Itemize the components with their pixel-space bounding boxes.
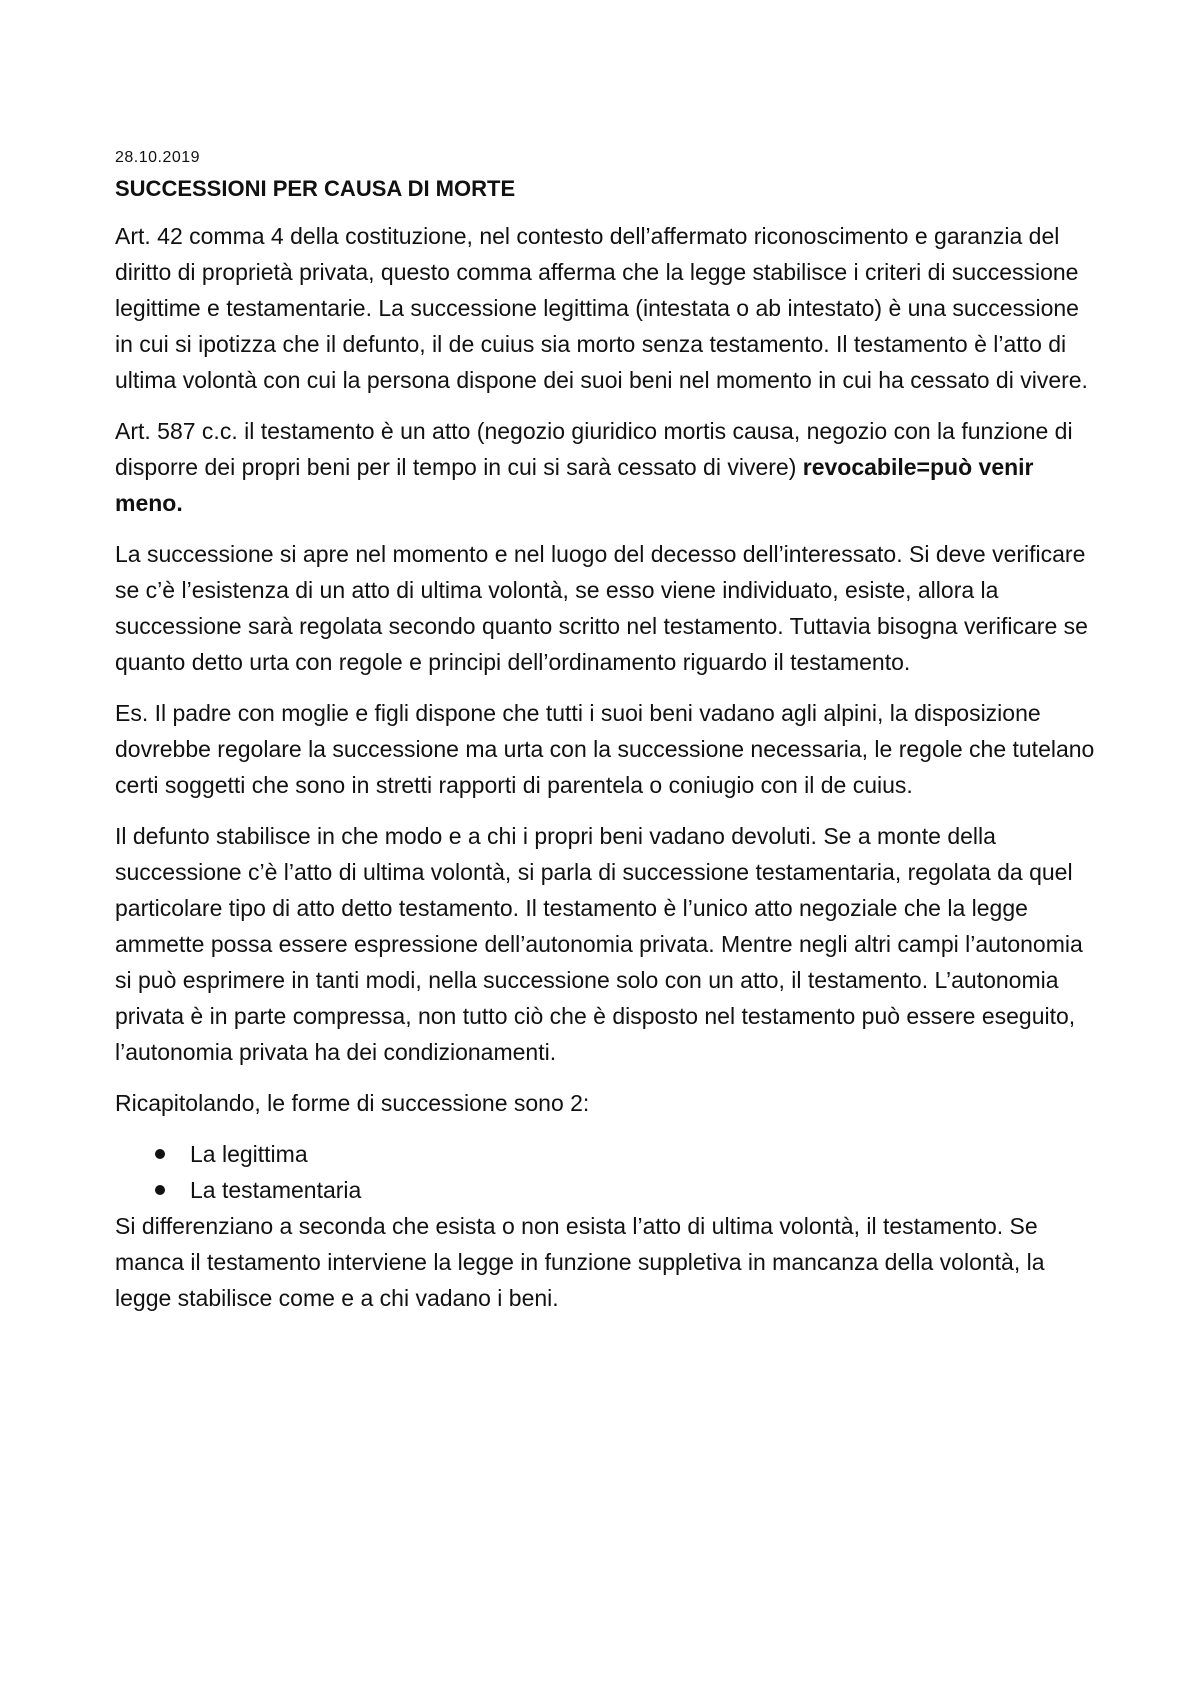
paragraph-art-587-text: Art. 587 c.c. il testamento è un atto (negozio giuridico mortis causa, negozio con la funzione di disporre dei propri beni per il tempo in cui si sarà cessato di vivere) [115, 418, 1073, 480]
list-item [155, 1172, 1100, 1208]
list-item-label: La legittima [190, 1141, 308, 1167]
forme-successione-list [115, 1136, 1100, 1208]
document-title: SUCCESSIONI PER CAUSA DI MORTE [115, 176, 516, 201]
paragraph-apertura-successione: La successione si apre nel momento e nel luogo del decesso dell’interessato. Si deve verificare se c’è l’esistenza di un atto di ultima volontà, se esso viene individuato, esiste, allora la successione sarà regolata secondo quanto scritto nel testamento. Tuttavia bisogna verificare se quanto detto urta con regole e principi dell’ordinamento riguardo il testamento. [115, 541, 1088, 675]
list-item [155, 1136, 1100, 1172]
paragraph-ricapitolando: Ricapitolando, le forme di successione sono 2: [115, 1090, 590, 1116]
paragraph-closing: Si differenziano a seconda che esista o non esista l’atto di ultima volontà, il testamento. Se manca il testamento interviene la legge in funzione suppletiva in mancanza della volontà, la legge stabilisce come e a chi vadano i beni. [115, 1213, 1045, 1311]
list-item-label: La testamentaria [190, 1177, 362, 1203]
paragraph-defunto: Il defunto stabilisce in che modo e a chi i propri beni vadano devoluti. Se a monte della successione c’è l’atto di ultima volontà, si parla di successione testamentaria, regolata da quel particolare tipo di atto detto testamento. Il testamento è l’unico atto negoziale che la legge ammette possa essere espressione dell’autonomia privata. Mentre negli altri campi l’autonomia si può esprimere in tanti modi, nella successione solo con un atto, il testamento. L’autonomia privata è in parte compressa, non tutto ciò che è disposto nel testamento può essere eseguito, l’autonomia privata ha dei condizionamenti. [115, 823, 1083, 1065]
document-date: 28.10.2019 [115, 149, 201, 166]
bold-phrase-revocabile: revocabile=può venir meno. [115, 454, 1034, 516]
paragraph-esempio: Es. Il padre con moglie e figli dispone che tutti i suoi beni vadano agli alpini, la disposizione dovrebbe regolare la successione ma urta con la successione necessaria, le regole che tutelano certi soggetti che sono in stretti rapporti di parentela o coniugio con il de cuius. [115, 700, 1095, 798]
bullet-icon [155, 1149, 165, 1159]
paragraph-art-587 [115, 413, 1100, 521]
paragraph-art-42: Art. 42 comma 4 della costituzione, nel contesto dell’affermato riconoscimento e garanzia del diritto di proprietà privata, questo comma afferma che la legge stabilisce i criteri di successione legittime e testamentarie. La successione legittima (intestata o ab intestato) è una successione in cui si ipotizza che il defunto, il de cuius sia morto senza testamento. Il testamento è l’atto di ultima volontà con cui la persona dispone dei suoi beni nel momento in cui ha cessato di vivere. [115, 223, 1088, 393]
bullet-icon [155, 1185, 165, 1195]
